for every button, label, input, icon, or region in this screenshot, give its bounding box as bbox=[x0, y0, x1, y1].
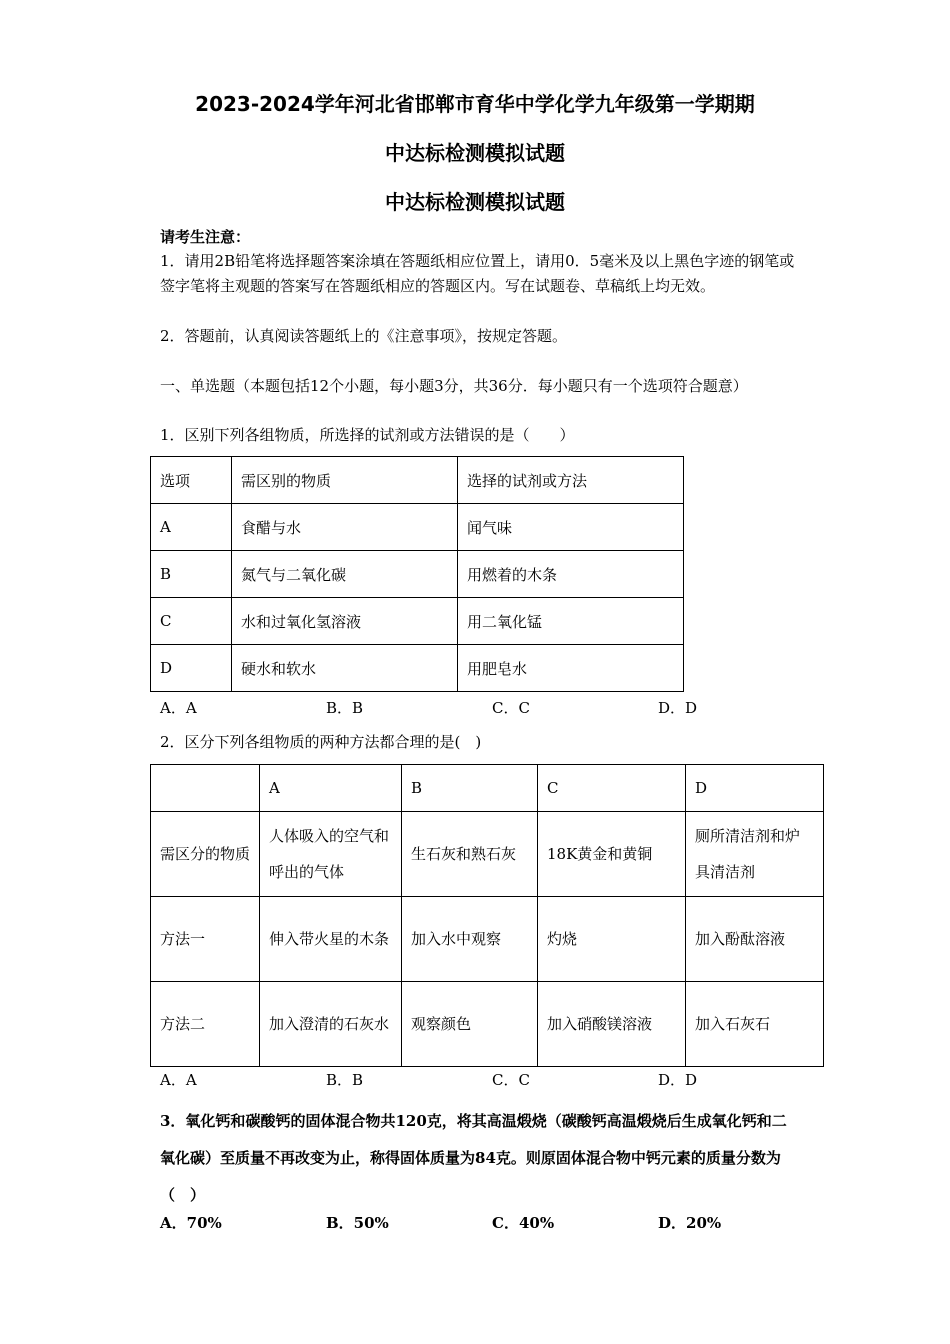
q1-stem: 1．区别下列各组物质，所选择的试剂或方法错误的是（ ） bbox=[160, 426, 575, 444]
table-cell: 氮气与二氧化碳 bbox=[232, 551, 458, 598]
table-cell: 加入水中观察 bbox=[402, 897, 538, 982]
q3-options bbox=[160, 1212, 840, 1236]
table-header-cell: 需区别的物质 bbox=[232, 457, 458, 504]
table-header-cell: 选项 bbox=[151, 457, 232, 504]
table-cell: 水和过氧化氢溶液 bbox=[232, 598, 458, 645]
q1-option-c[interactable]: C．C bbox=[492, 699, 530, 717]
q1-options bbox=[160, 697, 840, 721]
q1-option-b[interactable]: B．B bbox=[326, 699, 364, 717]
q2-table bbox=[150, 764, 824, 1067]
table-header-cell: 选择的试剂或方法 bbox=[458, 457, 684, 504]
table-cell: 加入石灰石 bbox=[686, 982, 824, 1067]
notice-heading: 请考生注意： bbox=[160, 228, 251, 246]
table-cell: 伸入带火星的木条 bbox=[260, 897, 402, 982]
table-cell: 18K黄金和黄铜 bbox=[538, 812, 686, 897]
q2-stem: 2．区分下列各组物质的两种方法都合理的是( ) bbox=[160, 733, 482, 751]
table-row bbox=[151, 645, 684, 692]
table-cell: C bbox=[151, 598, 232, 645]
q2-option-a[interactable]: A．A bbox=[160, 1071, 197, 1089]
q3-option-b[interactable]: B．50% bbox=[326, 1214, 389, 1232]
table-cell: 厕所清洁剂和炉具清洁剂 bbox=[686, 812, 824, 897]
table-cell: D bbox=[151, 645, 232, 692]
title-line-3: 中达标检测模拟试题 bbox=[385, 190, 565, 214]
table-cell: 用肥皂水 bbox=[458, 645, 684, 692]
table-row bbox=[151, 897, 824, 982]
table-cell: 用二氧化锰 bbox=[458, 598, 684, 645]
table-row bbox=[151, 504, 684, 551]
table-cell: 方法一 bbox=[151, 897, 260, 982]
table-cell: 加入硝酸镁溶液 bbox=[538, 982, 686, 1067]
q3-option-a[interactable]: A．70% bbox=[160, 1214, 222, 1232]
q2-option-b[interactable]: B．B bbox=[326, 1071, 364, 1089]
table-row bbox=[151, 551, 684, 598]
table-header-cell: B bbox=[402, 765, 538, 812]
table-header-cell bbox=[151, 765, 260, 812]
table-cell: 人体吸入的空气和呼出的气体 bbox=[260, 812, 402, 897]
notice-item-1: 1．请用2B铅笔将选择题答案涂填在答题纸相应位置上，请用0．5毫米及以上黑色字迹的钢笔或签字笔将主观题的答案写在答题纸相应的答题区内。写在试题卷、草稿纸上均无效。 bbox=[160, 252, 795, 295]
table-cell: A bbox=[151, 504, 232, 551]
table-cell: 硬水和软水 bbox=[232, 645, 458, 692]
q1-option-d[interactable]: D．D bbox=[658, 699, 698, 717]
q1-table bbox=[150, 456, 684, 692]
table-header-cell: D bbox=[686, 765, 824, 812]
table-header-cell: C bbox=[538, 765, 686, 812]
q3-option-d[interactable]: D．20% bbox=[658, 1214, 722, 1232]
table-cell: 加入澄清的石灰水 bbox=[260, 982, 402, 1067]
table-cell: B bbox=[151, 551, 232, 598]
table-header-row bbox=[151, 765, 824, 812]
q3-stem: 3．氧化钙和碳酸钙的固体混合物共120克，将其高温煅烧（碳酸钙高温煅烧后生成氧化钙和二氧化碳）至质量不再改变为止，称得固体质量为84克。则原固体混合物中钙元素的质量分数为（ ） bbox=[160, 1112, 787, 1204]
q1-option-a[interactable]: A．A bbox=[160, 699, 197, 717]
q3-option-c[interactable]: C．40% bbox=[492, 1214, 555, 1232]
section-heading: 一、单选题（本题包括12个小题，每小题3分，共36分．每小题只有一个选项符合题意） bbox=[160, 377, 748, 395]
table-cell: 食醋与水 bbox=[232, 504, 458, 551]
table-cell: 加入酚酞溶液 bbox=[686, 897, 824, 982]
table-row bbox=[151, 812, 824, 897]
q2-options bbox=[160, 1069, 840, 1093]
table-cell: 需区分的物质 bbox=[151, 812, 260, 897]
table-cell: 生石灰和熟石灰 bbox=[402, 812, 538, 897]
q2-option-c[interactable]: C．C bbox=[492, 1071, 530, 1089]
table-row bbox=[151, 598, 684, 645]
table-cell: 方法二 bbox=[151, 982, 260, 1067]
q2-option-d[interactable]: D．D bbox=[658, 1071, 698, 1089]
title-line-1: 2023-2024学年河北省邯郸市育华中学化学九年级第一学期期 bbox=[195, 92, 755, 116]
table-header-cell: A bbox=[260, 765, 402, 812]
table-cell: 用燃着的木条 bbox=[458, 551, 684, 598]
table-header-row bbox=[151, 457, 684, 504]
table-row bbox=[151, 982, 824, 1067]
title-line-2: 中达标检测模拟试题 bbox=[385, 141, 565, 165]
notice-item-2: 2．答题前，认真阅读答题纸上的《注意事项》，按规定答题。 bbox=[160, 327, 568, 345]
table-cell: 观察颜色 bbox=[402, 982, 538, 1067]
table-cell: 灼烧 bbox=[538, 897, 686, 982]
table-cell: 闻气味 bbox=[458, 504, 684, 551]
